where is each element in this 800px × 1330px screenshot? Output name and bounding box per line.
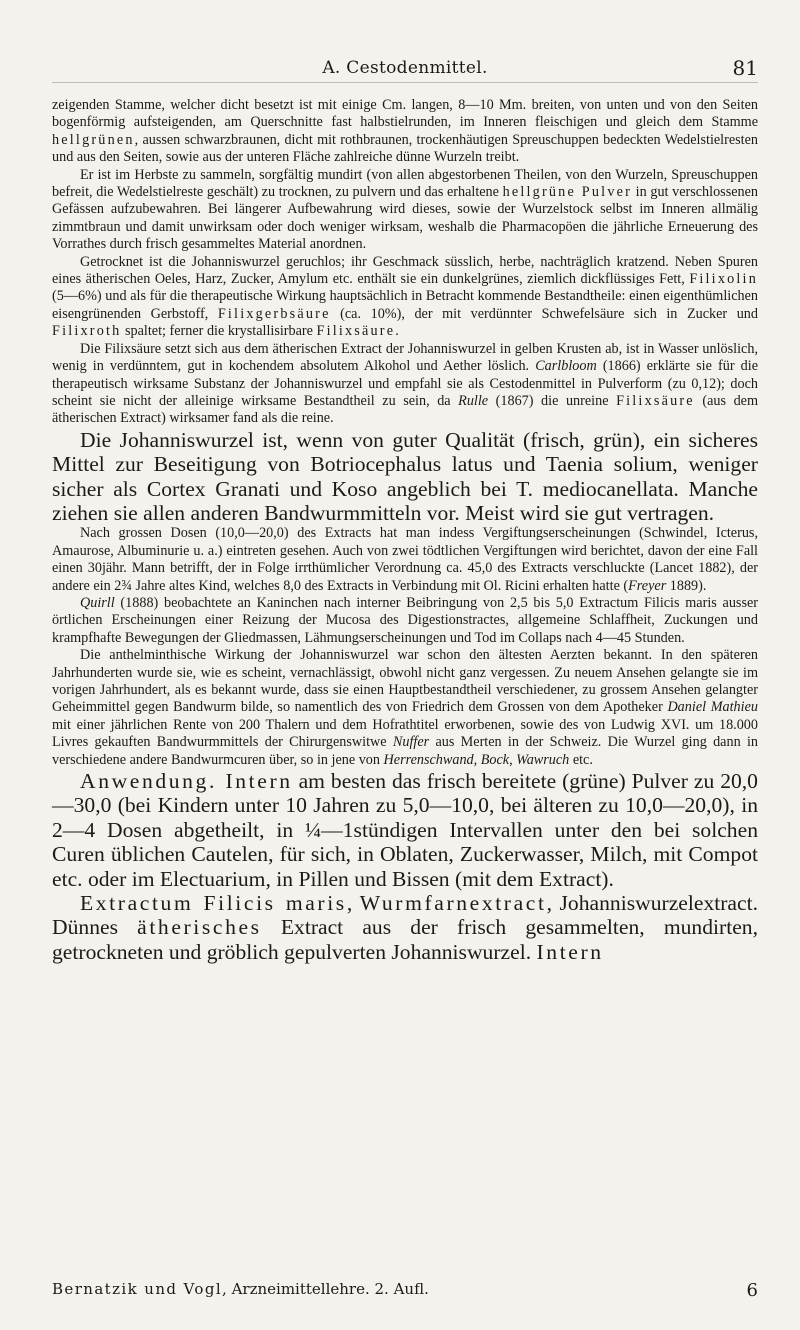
paragraph-6: Nach grossen Dosen (10,0—20,0) des Extracts hat man indess Vergiftungserscheinungen (Schwindel, Icterus, Amaurose, Albuminurie u. a.) eintreten gesehen. Auch von zwei tödtlichen Vergiftungen wird berichtet, davon der eine Fall einen 30jähr. Mann betrifft, der in Folge irrthümlicher Verordnung ca. 45,0 des Extracts verschluckte (Lancet 1882), der andere ein 2¾ Jahre altes Kind, welches 8,0 des Extracts in Verbindung mit Ol. Ricini erhalten hatte (Freyer 1889). [52,525,758,594]
paragraph-3: Getrocknet ist die Johanniswurzel geruchlos; ihr Geschmack süsslich, herbe, nachträglich kratzend. Neben Spuren eines ätherischen Oeles, Harz, Zucker, Amylum etc. enthält sie ein dunkelgrünes, ziemlich dickflüssiges Fett, Filixolin (5—6%) und als für die therapeutische Wirkung hauptsächlich in Betracht kommende Bestandtheile: einen eigenthümlichen eisengrünenden Gerbstoff, Filixgerbsäure (ca. 10%), der mit verdünnter Schwefelsäure sich in Zucker und Filixroth spaltet; ferner die krystallisirbare Filixsäure. [52,253,758,340]
paragraph-2: Er ist im Herbste zu sammeln, sorgfältig mundirt (von allen abgestorbenen Theilen, von den Wurzeln, Spreuschuppen befreit, die Wedelstielreste geschält) zu trocknen, zu pulvern und das erhaltene hellgrüne Pulver in gut verschlossenen Gefässen aufzubewahren. Bei längerer Aufbewahrung wird dieses, sowie der Wurzelstock selbst im Inneren allmälig zimmtbraun und damit unwirksam oder doch weniger wirksam, weshalb die Pharmacopöen die jährliche Erneuerung des Vorrathes durch frisch gesammeltes Material anordnen. [52,166,758,253]
paragraph-7: Quirll (1888) beobachtete an Kaninchen nach interner Beibringung von 2,5 bis 5,0 Extractum Filicis maris ausser örtlichen Erscheinungen einer Reizung der Mucosa des Digestionstractes, allgemeine Schlaffheit, Zuckungen und krampfhafte Bewegungen der Gliedmassen, Lähmungserscheinungen und Tod im Collaps nach 4—45 Stunden. [52,594,758,646]
signature-mark: 6 [746,1280,758,1301]
paragraph-1: zeigenden Stamme, welcher dicht besetzt ist mit einige Cm. langen, 8—10 Mm. breiten, von unten und von den Seiten bogenförmig aufsteigenden, am Querschnitte fast halbstielrunden, im Inneren fleischigen und gleich dem Stamme hellgrünen, aussen schwarzbraunen, dicht mit rothbraunen, trockenhäutigen Spreuschuppen bedeckten Wedelstielresten und aus den Seiten, sowie aus der unteren Fläche zahlreiche dünne Wurzeln treibt. [52,97,758,166]
body-text [52,97,758,964]
paragraph-5-large: Die Johanniswurzel ist, wenn von guter Qualität (frisch, grün), ein sicheres Mittel zur Beseitigung von Botriocephalus latus und Taenia solium, weniger sicher als Cortex Granati und Koso angeblich bei T. mediocanellata. Manche ziehen sie allen anderen Bandwurmmitteln vor. Meist wird sie gut vertragen. [52,427,758,525]
document-page [52,52,759,1301]
paragraph-4: Die Filixsäure setzt sich aus dem ätherischen Extract der Johanniswurzel in gelben Krusten ab, ist in Wasser unlöslich, wenig in verdünntem, gut in kochendem absolutem Alkohol und Aether löslich. Carlbloom (1866) erklärte sie für die therapeutisch wirksame Substanz der Johanniswurzel und empfahl sie als Cestodenmittel in Pulverform (zu 0,12); doch scheint sie nicht der alleinige wirksame Bestandtheil zu sein, da Rulle (1867) die unreine Filixsäure (aus dem ätherischen Extract) wirksamer fand als die reine. [52,340,759,427]
section-title: A. Cestodenmittel. [322,58,488,78]
running-head [52,52,758,83]
footer-citation: Bernatzik und Vogl, Arzneimittellehre. 2. Aufl. [52,1280,429,1298]
paragraph-9-large: Anwendung. Intern am besten das frisch bereitete (grüne) Pulver zu 20,0—30,0 (bei Kindern unter 10 Jahren zu 5,0—10,0, bei älteren zu 10,0—20,0), in 2—4 Dosen abgetheilt, in ¼—1stündigen Intervallen unter den bei solchen Curen üblichen Cautelen, für sich, in Oblaten, Zuckerwasser, Milch, mit Compot etc. oder im Electuarium, in Pillen und Bissen (mit dem Extract). [52,769,758,891]
page-number: 81 [732,56,758,80]
paragraph-8: Die anthelminthische Wirkung der Johanniswurzel war schon den ältesten Aerzten bekannt. In den späteren Jahrhunderten wurde sie, wie es scheint, vernachlässigt, obwohl nicht ganz vergessen. Zu neuem Ansehen gelangte sie im vorigen Jahrhundert, als es bekannt wurde, dass sie einen Hauptbestandtheil verschiedener, zu grossem Ansehen gelangter Geheimmittel gegen Bandwurm bilde, so namentlich des von Friedrich dem Grossen von dem Apotheker Daniel Mathieu mit einer jährlichen Rente von 200 Thalern und dem Hofrathtitel erworbenen, sowie des von Ludwig XVI. um 18.000 Livres gekauften Bandwurmmittels der Chirurgenswitwe Nuffer aus Merten in der Schweiz. Die Wurzel ging dann in verschiedene andere Bandwurmcuren über, so in jene von Herrenschwand, Bock, Wawruch etc. [52,647,758,768]
paragraph-10-large: Extractum Filicis maris, Wurmfarnextract, Johanniswurzelextract. Dünnes ätherisches Extract aus der frisch gesammelten, mundirten, getrockneten und gröblich gepulverten Johanniswurzel. Intern [52,891,758,964]
